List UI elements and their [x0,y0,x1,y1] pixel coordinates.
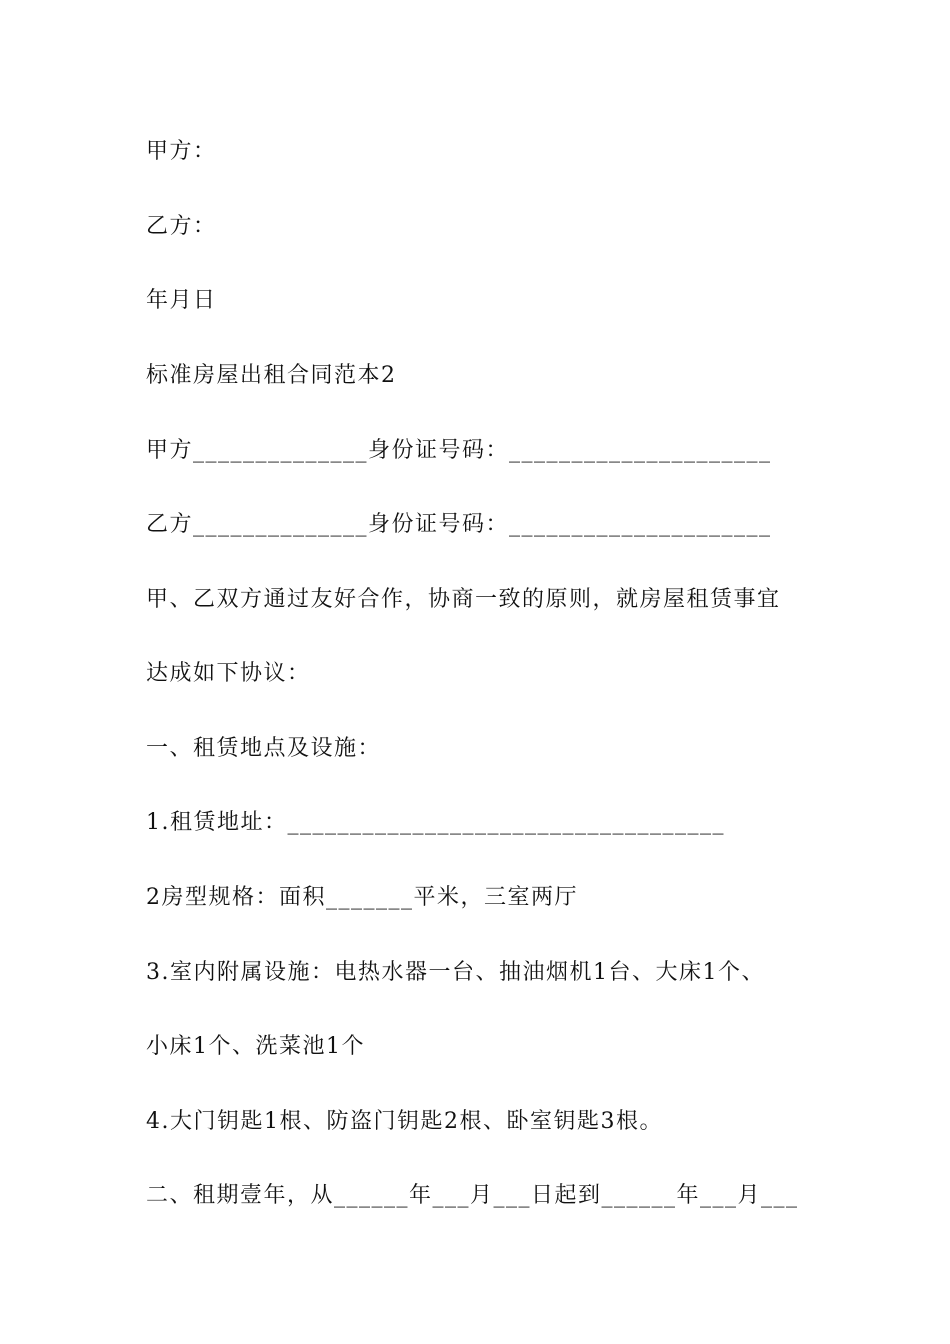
party-a-id-line: 甲方______________身份证号码：_____________________ [146,438,772,463]
room-spec-line: 2房型规格：面积_______平米，三室两厅 [146,885,578,910]
keys-line: 4.大门钥匙1根、防盗门钥匙2根、卧室钥匙3根。 [146,1109,663,1134]
facilities-line-2: 小床1个、洗菜池1个 [146,1034,365,1059]
section-2-lease-term-line: 二、租期壹年，从______年___月___日起到______年___月___ [146,1183,799,1208]
date-line: 年月日 [146,288,217,313]
facilities-line-1: 3.室内附属设施：电热水器一台、抽油烟机1台、大床1个、 [146,960,765,985]
party-b-label: 乙方： [146,214,217,239]
contract-title: 标准房屋出租合同范本2 [146,363,397,388]
agreement-intro-line-1: 甲、乙双方通过友好合作，协商一致的原则，就房屋租赁事宜 [146,587,781,612]
agreement-intro-line-2: 达成如下协议： [146,661,311,686]
party-b-id-line: 乙方______________身份证号码：_____________________ [146,512,772,537]
rental-address-line: 1.租赁地址：___________________________________ [146,810,725,835]
section-1-heading: 一、租赁地点及设施： [146,736,382,761]
party-a-label: 甲方： [146,139,217,164]
